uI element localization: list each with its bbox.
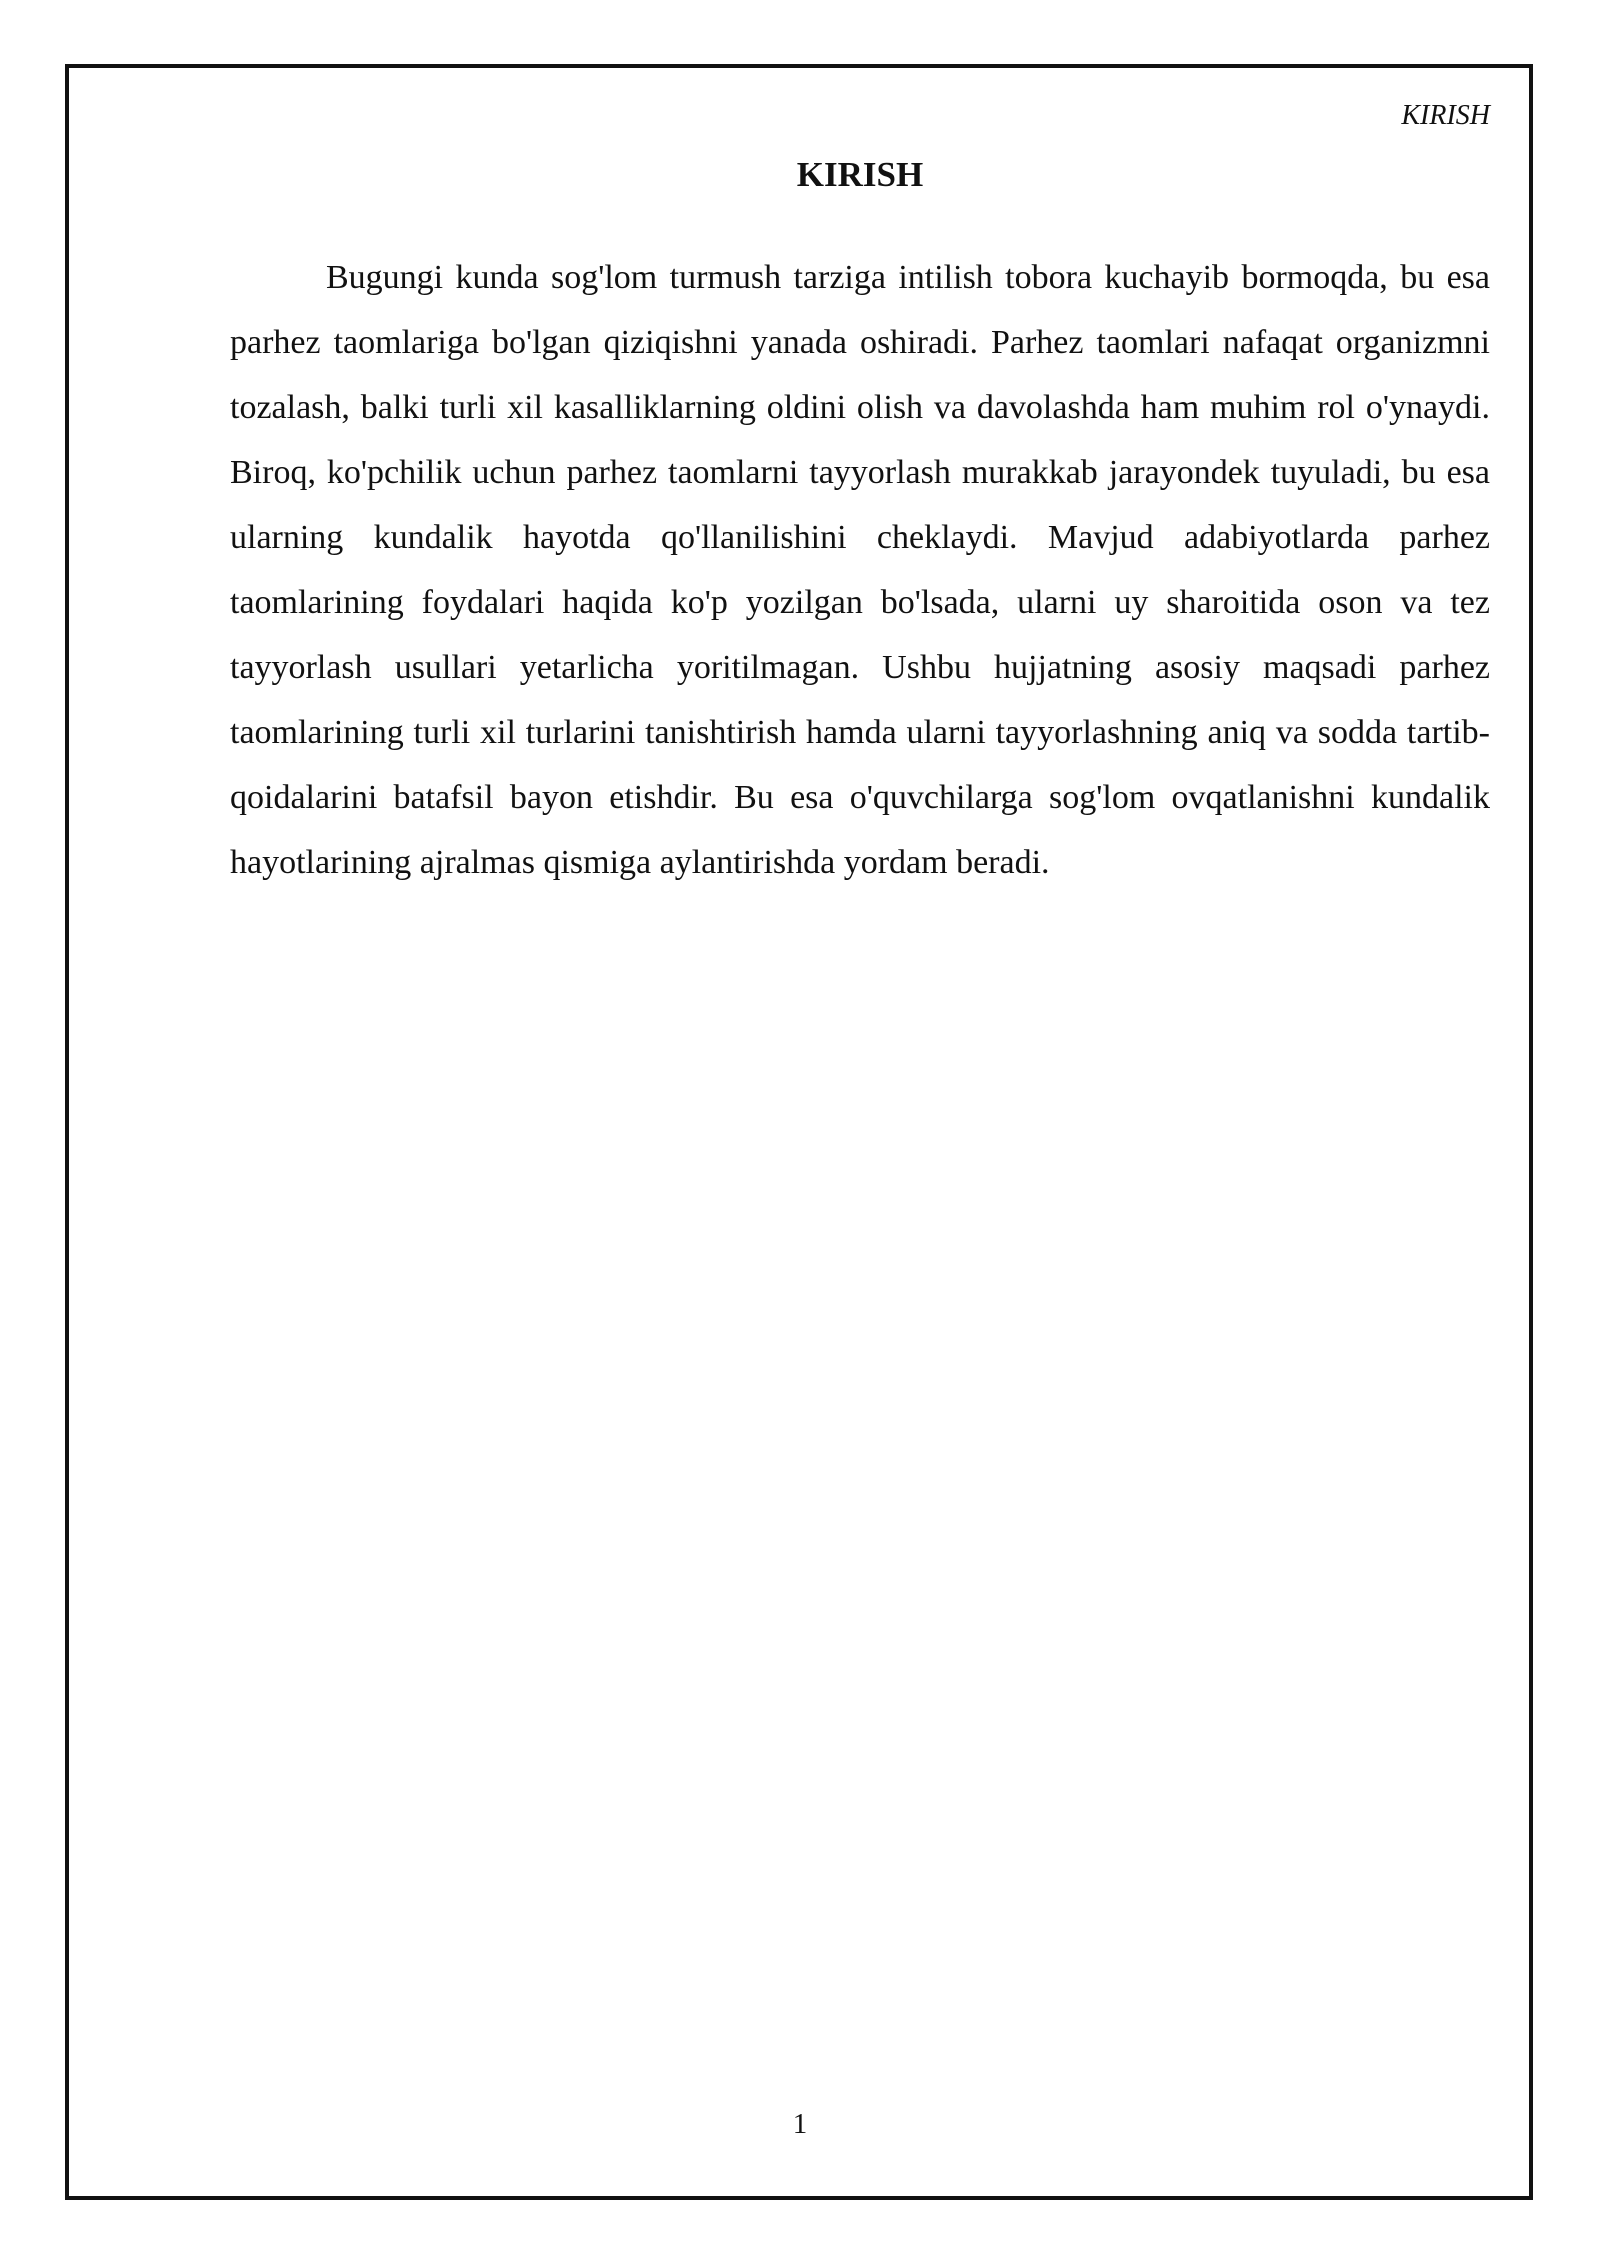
running-header: KIRISH bbox=[1401, 100, 1490, 131]
page-number: 1 bbox=[792, 2108, 808, 2140]
body-paragraph: Bugungi kunda sog'lom turmush tarziga intilish tobora kuchayib bormoqda, bu esa parhez taomlariga bo'lgan qiziqishni yanada oshiradi. Parhez taomlari nafaqat organizmni tozalash, balki turli xil kasalliklarning oldini olish va davolashda ham muhim rol o'ynaydi. Biroq, ko'pchilik uchun parhez taomlarni tayyorlash murakkab jarayondek tuyuladi, bu esa ularning kundalik hayotda qo'llanilishini cheklaydi. Mavjud adabiyotlarda parhez taomlarining foydalari haqida ko'p yozilgan bo'lsada, ularni uy sharoitida oson va tez tayyorlash usullari yetarlicha yoritilmagan. Ushbu hujjatning asosiy maqsadi parhez taomlarining turli xil turlarini tanishtirish hamda ularni tayyorlashning aniq va sodda tartib-qoidalarini batafsil bayon etishdir. Bu esa o'quvchilarga sog'lom ovqatlanishni kundalik hayotlarining ajralmas qismiga aylantirishda yordam beradi. bbox=[230, 259, 1490, 881]
page-title: KIRISH bbox=[796, 155, 924, 194]
